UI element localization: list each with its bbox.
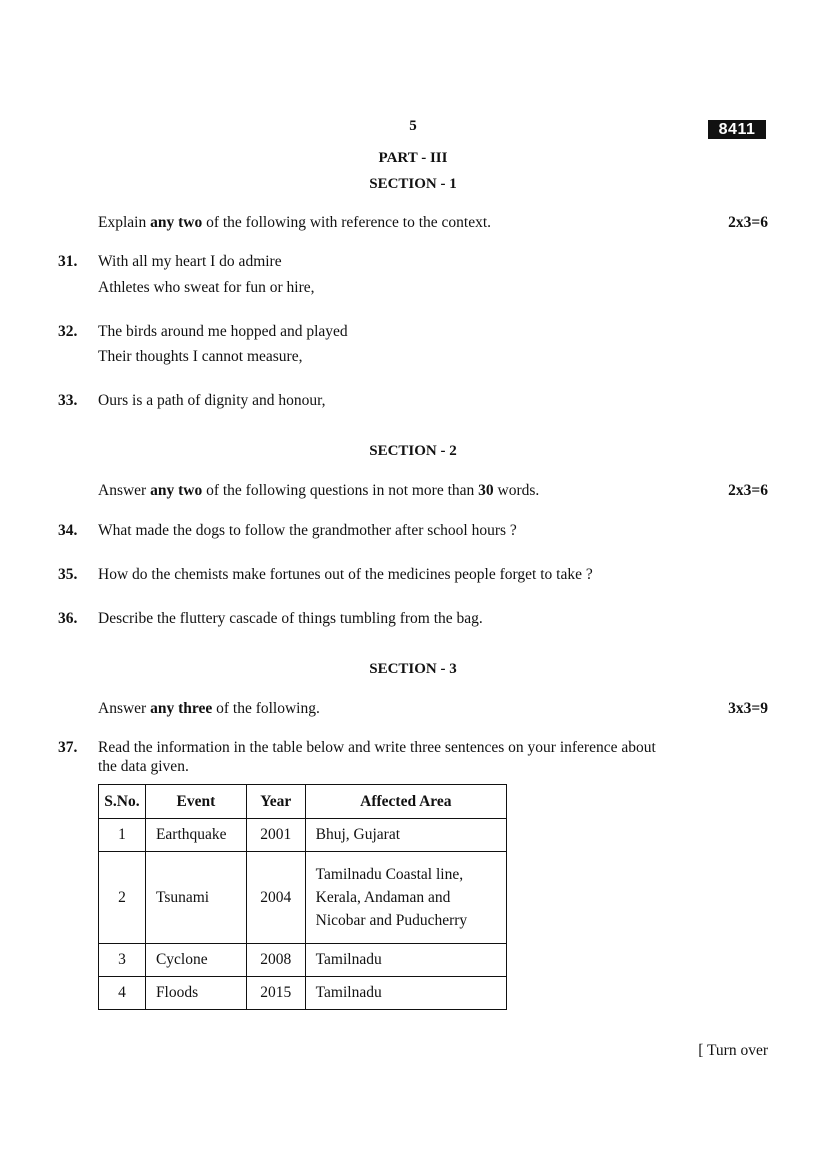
section-3-title: SECTION - 3 xyxy=(369,661,457,677)
question-line: The birds around me hopped and played xyxy=(98,323,348,340)
cell-sno: 4 xyxy=(99,977,146,1010)
table-row xyxy=(99,852,507,944)
cell-event: Floods xyxy=(145,977,246,1010)
cell-event: Cyclone xyxy=(145,944,246,977)
question-line: the data given. xyxy=(98,758,189,775)
cell-area: Tamilnadu xyxy=(305,944,506,977)
question-number: 35. xyxy=(58,566,78,583)
section-2-instruction: Answer any two of the following questions in not more than 30 words. xyxy=(98,482,540,499)
table-row xyxy=(99,977,507,1010)
question-line: Athletes who sweat for fun or hire, xyxy=(98,279,315,296)
cell-event: Earthquake xyxy=(145,819,246,852)
question-text: How do the chemists make fortunes out of the medicines people forget to take ? xyxy=(98,566,593,583)
question-line: Read the information in the table below and write three sentences on your inference about xyxy=(98,739,656,756)
question-line: Their thoughts I cannot measure, xyxy=(98,348,303,365)
column-header-area: Affected Area xyxy=(305,785,506,819)
cell-event: Tsunami xyxy=(145,852,246,944)
column-header-year: Year xyxy=(246,785,305,819)
disaster-table xyxy=(98,784,507,1010)
question-number: 34. xyxy=(58,522,78,539)
column-header-event: Event xyxy=(145,785,246,819)
question-text: Describe the fluttery cascade of things tumbling from the bag. xyxy=(98,610,483,627)
question-number: 31. xyxy=(58,253,78,270)
table-row xyxy=(99,944,507,977)
column-header-sno: S.No. xyxy=(99,785,146,819)
section-3-marks: 3x3=9 xyxy=(728,700,768,717)
cell-area: Bhuj, Gujarat xyxy=(305,819,506,852)
section-2-marks: 2x3=6 xyxy=(728,482,768,499)
cell-area: Tamilnadu Coastal line, Kerala, Andaman and Nicobar and Puducherry xyxy=(305,852,506,944)
cell-sno: 2 xyxy=(99,852,146,944)
cell-year: 2008 xyxy=(246,944,305,977)
question-number: 36. xyxy=(58,610,78,627)
question-text: What made the dogs to follow the grandmother after school hours ? xyxy=(98,522,517,539)
question-number: 32. xyxy=(58,323,78,340)
question-line: Ours is a path of dignity and honour, xyxy=(98,392,326,409)
section-1-instruction: Explain any two of the following with reference to the context. xyxy=(98,214,492,231)
question-number: 37. xyxy=(58,739,78,756)
question-number: 33. xyxy=(58,392,78,409)
section-1-title: SECTION - 1 xyxy=(369,176,457,192)
cell-year: 2004 xyxy=(246,852,305,944)
cell-sno: 3 xyxy=(99,944,146,977)
question-line: With all my heart I do admire xyxy=(98,253,282,270)
page-number: 5 xyxy=(409,118,417,134)
section-3-instruction: Answer any three of the following. xyxy=(98,700,320,717)
paper-code-badge: 8411 xyxy=(708,120,766,139)
section-2-title: SECTION - 2 xyxy=(369,443,457,459)
turn-over-note: [ Turn over xyxy=(698,1042,768,1059)
part-title: PART - III xyxy=(378,150,448,166)
cell-sno: 1 xyxy=(99,819,146,852)
cell-year: 2015 xyxy=(246,977,305,1010)
table-row xyxy=(99,819,507,852)
cell-year: 2001 xyxy=(246,819,305,852)
section-1-marks: 2x3=6 xyxy=(728,214,768,231)
table-header-row xyxy=(99,785,507,819)
cell-area: Tamilnadu xyxy=(305,977,506,1010)
